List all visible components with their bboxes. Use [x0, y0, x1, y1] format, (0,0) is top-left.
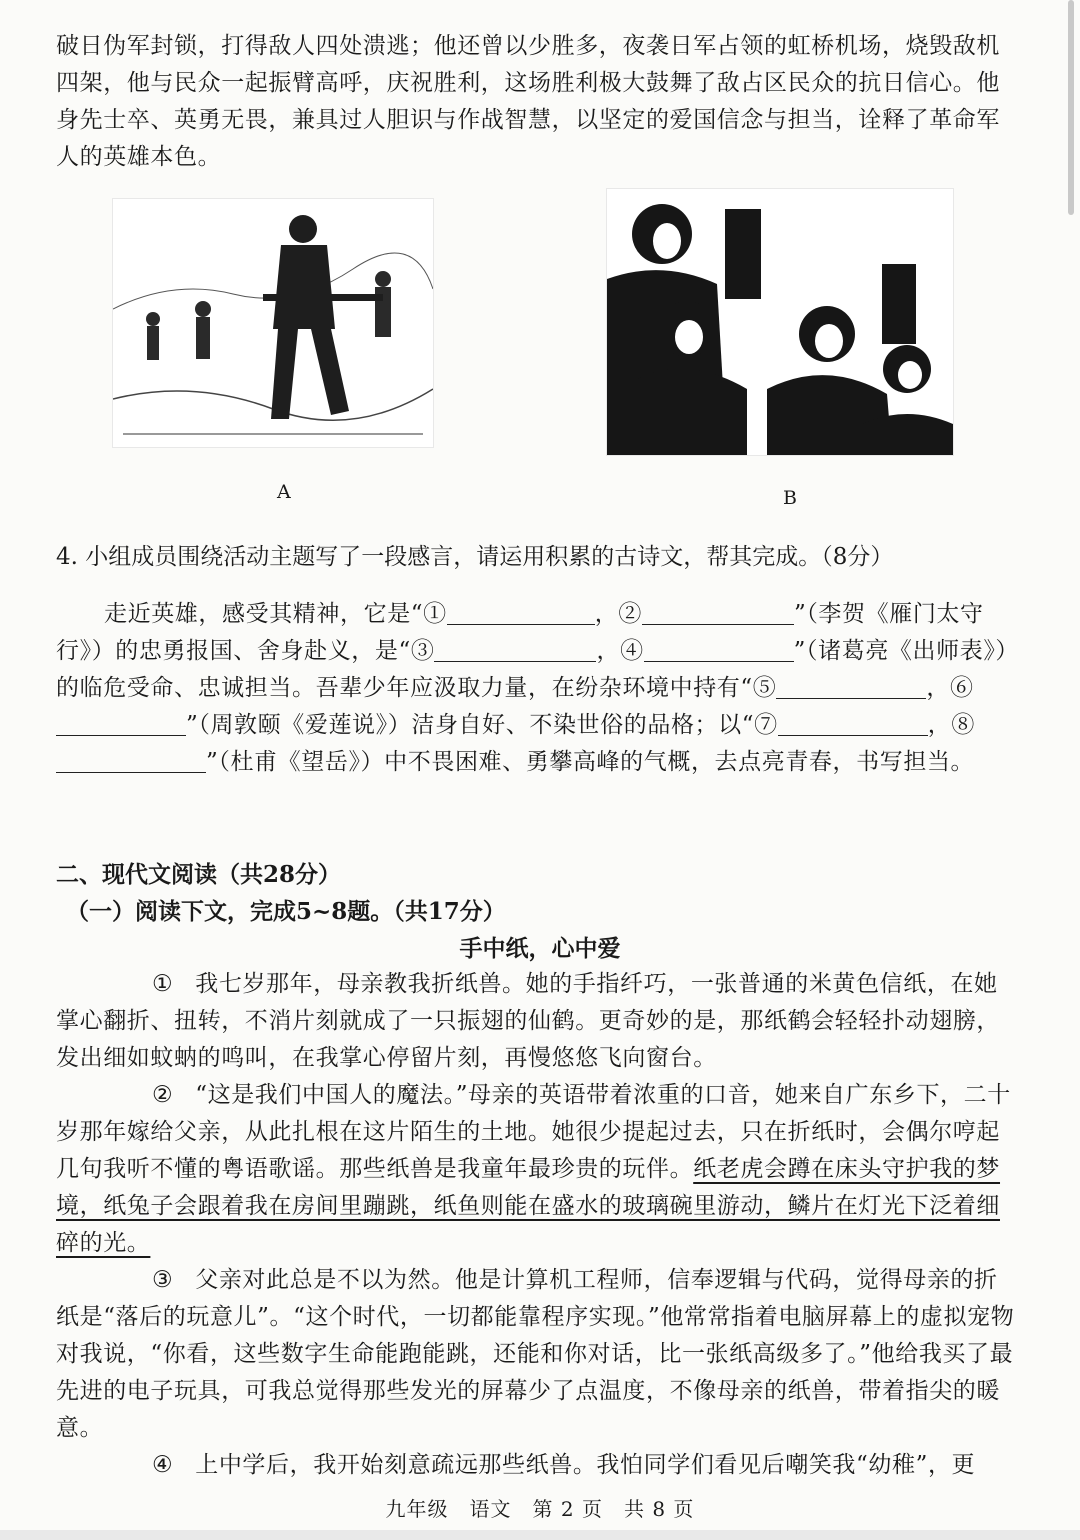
fill-text-6: ，⑥ — [926, 675, 974, 701]
bottom-edge — [0, 1530, 1080, 1540]
figure-b-caption: B — [783, 487, 797, 509]
answer-blank-5[interactable] — [776, 674, 926, 699]
fill-text-5: ”（诸葛亮《出师表》）的临危受命、忠诚担当。吾辈少年应汲取力量，在纷杂环境中持有“⑤ — [56, 638, 1020, 701]
fill-text-1: 走近英雄，感受其精神，它是“① — [104, 601, 447, 627]
answer-blank-6[interactable] — [56, 711, 186, 736]
answer-blank-7[interactable] — [778, 711, 928, 736]
question-4-fill-paragraph — [56, 596, 1021, 781]
passage-paragraph-1 — [56, 966, 1021, 1077]
answer-blank-2[interactable] — [642, 600, 794, 625]
fill-text-2: ，② — [594, 601, 642, 627]
question-4-prompt: 4. 小组成员围绕活动主题写了一段感言，请运用积累的古诗文，帮其完成。（8分） — [56, 544, 894, 570]
reading-passage — [56, 966, 1021, 1484]
fill-text-3: ”（李贺《雁门太守行》）的忠勇报国、舍身赴义，是“③ — [56, 601, 984, 664]
paragraph-text-4: 上中学后，我开始刻意疏远那些纸兽。我怕同学们看见后嘲笑我“幼稚”，更 — [195, 1452, 976, 1478]
passage-paragraph-3 — [56, 1262, 1021, 1447]
page-footer: 九年级 语文 第 2 页 共 8 页 — [385, 1497, 695, 1521]
figure-a-caption: A — [277, 481, 291, 503]
answer-blank-8[interactable] — [56, 748, 206, 773]
fill-text-4: ，④ — [596, 638, 644, 664]
paragraph-text-2a: “这是我们中国人的魔法。”母亲的英语带着浓重的口音，她来自广东乡下，二十岁那年嫁给父亲，从此扎根在这片陌生的土地。她很少提起过去，只在折纸时，会偶尔哼起几句我听不懂的粤语歌谣。那些纸兽是我童年最珍贵的玩伴。 — [56, 1082, 1011, 1182]
paragraph-number-4: ④ — [152, 1452, 174, 1478]
paragraph-text-1: 我七岁那年，母亲教我折纸兽。她的手指纤巧，一张普通的米黄色信纸，在她掌心翻折、扭转，不消片刻就成了一只振翅的仙鹤。更奇妙的是，那纸鹤会轻轻扑动翅膀，发出细如蚊蚋的鸣叫，在我掌心停留片刻，再慢悠悠飞向窗台。 — [56, 971, 1000, 1071]
illustration-crowd-raising-fists — [606, 188, 954, 456]
answer-blank-4[interactable] — [644, 637, 794, 662]
intro-paragraph: 破日伪军封锁，打得敌人四处溃逃；他还曾以少胜多，夜袭日军占领的虹桥机场，烧毁敌机四架，他与民众一起振臂高呼，庆祝胜利，这场胜利极大鼓舞了敌占区民众的抗日信心。他身先士卒、英勇无畏，兼具过人胆识与作战智慧，以坚定的爱国信念与担当，诠释了革命军人的英雄本色。 — [56, 33, 1000, 170]
passage-paragraph-2 — [56, 1077, 1021, 1262]
passage-title: 手中纸，心中爱 — [459, 935, 621, 962]
answer-blank-3[interactable] — [434, 637, 596, 662]
underlined-sentence: 纸老虎会蹲在床头守护我的梦境，纸兔子会跟着我在房间里蹦跳，纸鱼则能在盛水的玻璃碗里游动，鳞片在灯光下泛着细碎的光。 — [56, 1156, 1001, 1256]
paragraph-number-3: ③ — [152, 1267, 174, 1293]
paragraph-text-3: 父亲对此总是不以为然。他是计算机工程师，信奉逻辑与代码，觉得母亲的折纸是“落后的玩意儿”。“这个时代，一切都能靠程序实现。”他常常指着电脑屏幕上的虚拟宠物对我说，“你看，这些数字生命能跑能跳，还能和你对话，比一张纸高级多了。”他给我买了最先进的电子玩具，可我总觉得那些发光的屏幕少了点温度，不像母亲的纸兽，带着指尖的暖意。 — [56, 1267, 1015, 1441]
scrollbar-thumb[interactable] — [1068, 0, 1074, 215]
section-2-subheading: （一）阅读下文，完成5~8题。（共17分） — [66, 898, 506, 925]
answer-blank-1[interactable] — [447, 600, 595, 625]
passage-paragraph-4 — [56, 1447, 1021, 1484]
paragraph-number-1: ① — [152, 971, 174, 997]
fill-text-9: ”（杜甫《望岳》）中不畏困难、勇攀高峰的气概，去点亮青春，书写担当。 — [206, 749, 975, 775]
fill-text-7: ”（周敦颐《爱莲说》）洁身自好、不染世俗的品格；以“⑦ — [186, 712, 778, 738]
fill-text-8: ，⑧ — [927, 712, 975, 738]
section-2-heading: 二、现代文阅读（共28分） — [56, 861, 342, 888]
illustration-soldiers-charging — [112, 198, 434, 448]
paragraph-number-2: ② — [152, 1082, 174, 1108]
